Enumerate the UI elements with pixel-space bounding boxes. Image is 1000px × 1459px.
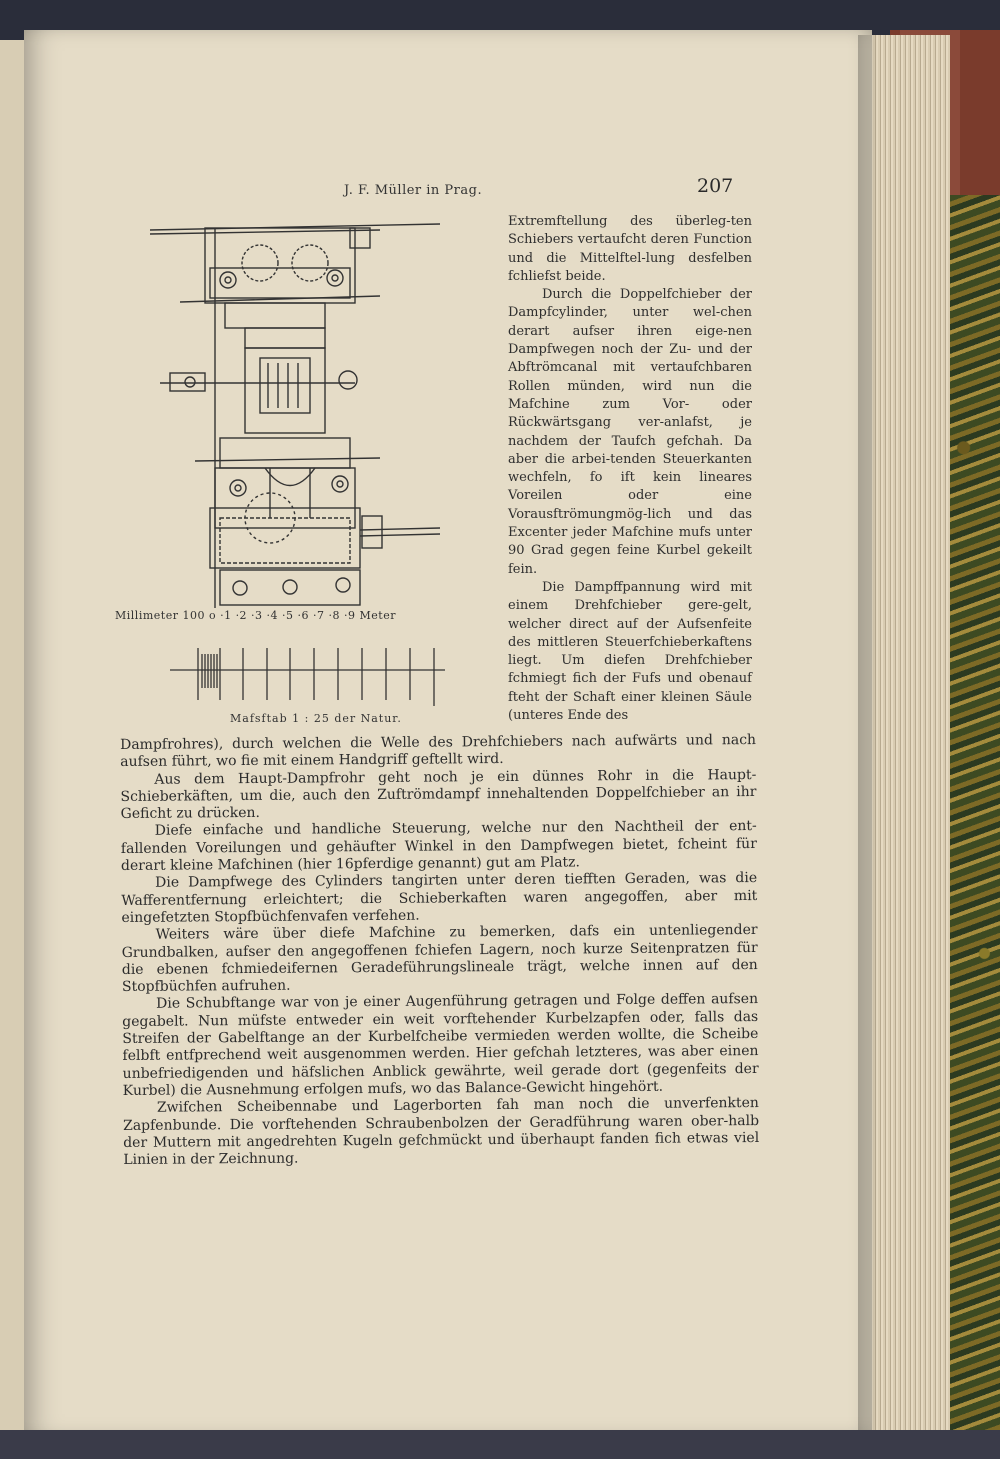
page-number: 207 (697, 175, 734, 197)
paragraph: Aus dem Haupt-Dampfrohr geht noch je ein dünnes Rohr in die Haupt-Schieberkäften, um die, auch den Zuftrömdampf innehaltenden Doppelfchieber an ihr Geficht zu drücken. (120, 766, 757, 823)
left-page-edge (0, 40, 27, 1440)
book-cover-bottom (0, 1430, 1000, 1459)
scale-bar (170, 640, 450, 712)
right-column-text (508, 213, 752, 725)
paragraph: Durch die Doppelfchieber der Dampfcylinder, unter wel-chen derart aufser ihren eige-nen Dampfwegen noch der Zu- und der Abftrömcanal mit vertaufchbaren Rollen münden, wird nun die Mafchine zum Vor- oder Rückwärtsgang ver-anlafst, je nachdem der Taufch gefchah. Da aber die arbei-tenden Steuerkanten wechfeln, fo ift kein lineares Voreilen oder eine Vorausftrömungmög-lich und das Excenter jeder Mafchine mufs unter 90 Grad gegen feine Kurbel gekeilt fein. (508, 287, 752, 577)
marbled-endpaper (948, 195, 1000, 1459)
paragraph: Zwifchen Scheibennabe und Lagerborten fah man noch die unverfenkten Zapfenbunde. Die vorftehenden Schraubenbolzen der Geradführung waren ober-halb der Muttern mit angedrehten Kugeln gefchmückt und überhaupt fanden fich etwas viel Linien in der Zeichnung. (122, 1095, 760, 1169)
paragraph: Die Dampfwege des Cylinders tangirten unter deren tiefften Geraden, was die Wafferentfernung erleichtert; die Schieberkaften waren angegoffen, aber mit eingefetzten Stopfbüchfenvafen verfehen. (121, 870, 758, 926)
paragraph: Dampfrohres), durch welchen die Welle des Drehfchiebers nach aufwärts und nach aufsen führt, wo fie mit einem Handgriff geftellt wird. (120, 732, 757, 771)
paragraph: Weiters wäre über diefe Mafchine zu bemerken, dafs ein untenliegender Grundbalken, aufser den angegoffenen fchiefen Lagern, noch kurze Seitenpratzen für die ebenen fchmiedeifernen Geradeführungslineale trägt, welche innen auf den Stopfbüchfen aufruhen. (121, 922, 758, 996)
running-title: J. F. Müller in Prag. (344, 183, 483, 198)
steam-engine-drawing (150, 218, 450, 610)
paragraph: Extremftellung des überleg-ten Schiebers vertaufcht deren Function und die Mittelftel-lung desfelben fchliefst beide. (508, 214, 752, 284)
scale-label: Millimeter 100 o ·1 ·2 ·3 ·4 ·5 ·6 ·7 ·8 ·9 Meter (115, 609, 396, 622)
paragraph: Die Dampffpannung wird mit einem Drehfchieber gere-gelt, welcher direct auf der Aufsenfeite des mittleren Steuerfchieberkaftens liegt. Um diefen Drehfchieber fchmiegt fich der Fufs und obenauf fteht der Schaft einer kleinen Säule (unteres Ende des (508, 579, 752, 724)
paragraph: Diefe einfache und handliche Steuerung, welche nur den Nachtheil der ent-fallenden Voreilungen und gehäufter Winkel in den Dampfwegen bietet, fcheint für derart kleine Mafchinen (hier 16pferdige genannt) gut am Platz. (120, 818, 757, 875)
paragraph: Die Schubftange war von je einer Augenführung getragen und Folge deffen aufsen gegabelt. Nun müfste entweder ein weit vorftehender Kurbelzapfen oder, falls das Streifen der Gabelftange an der Kurbelfcheibe vermieden werden wollte, die Scheibe felbft entfprechend weit ausgenommen werden. Hier gefchah letzteres, was aber einen unbefriedigenden und häfslichen Anblick gewährte, weil gerade dort (gegenfeits der Kurbel) die Ausnehmung erfolgen mufs, wo das Balance-Gewicht hingehört. (122, 991, 759, 1099)
page-edge-shadow (858, 35, 878, 1435)
scale-caption: Mafsftab 1 : 25 der Natur. (230, 712, 402, 725)
body-text (120, 732, 759, 1169)
